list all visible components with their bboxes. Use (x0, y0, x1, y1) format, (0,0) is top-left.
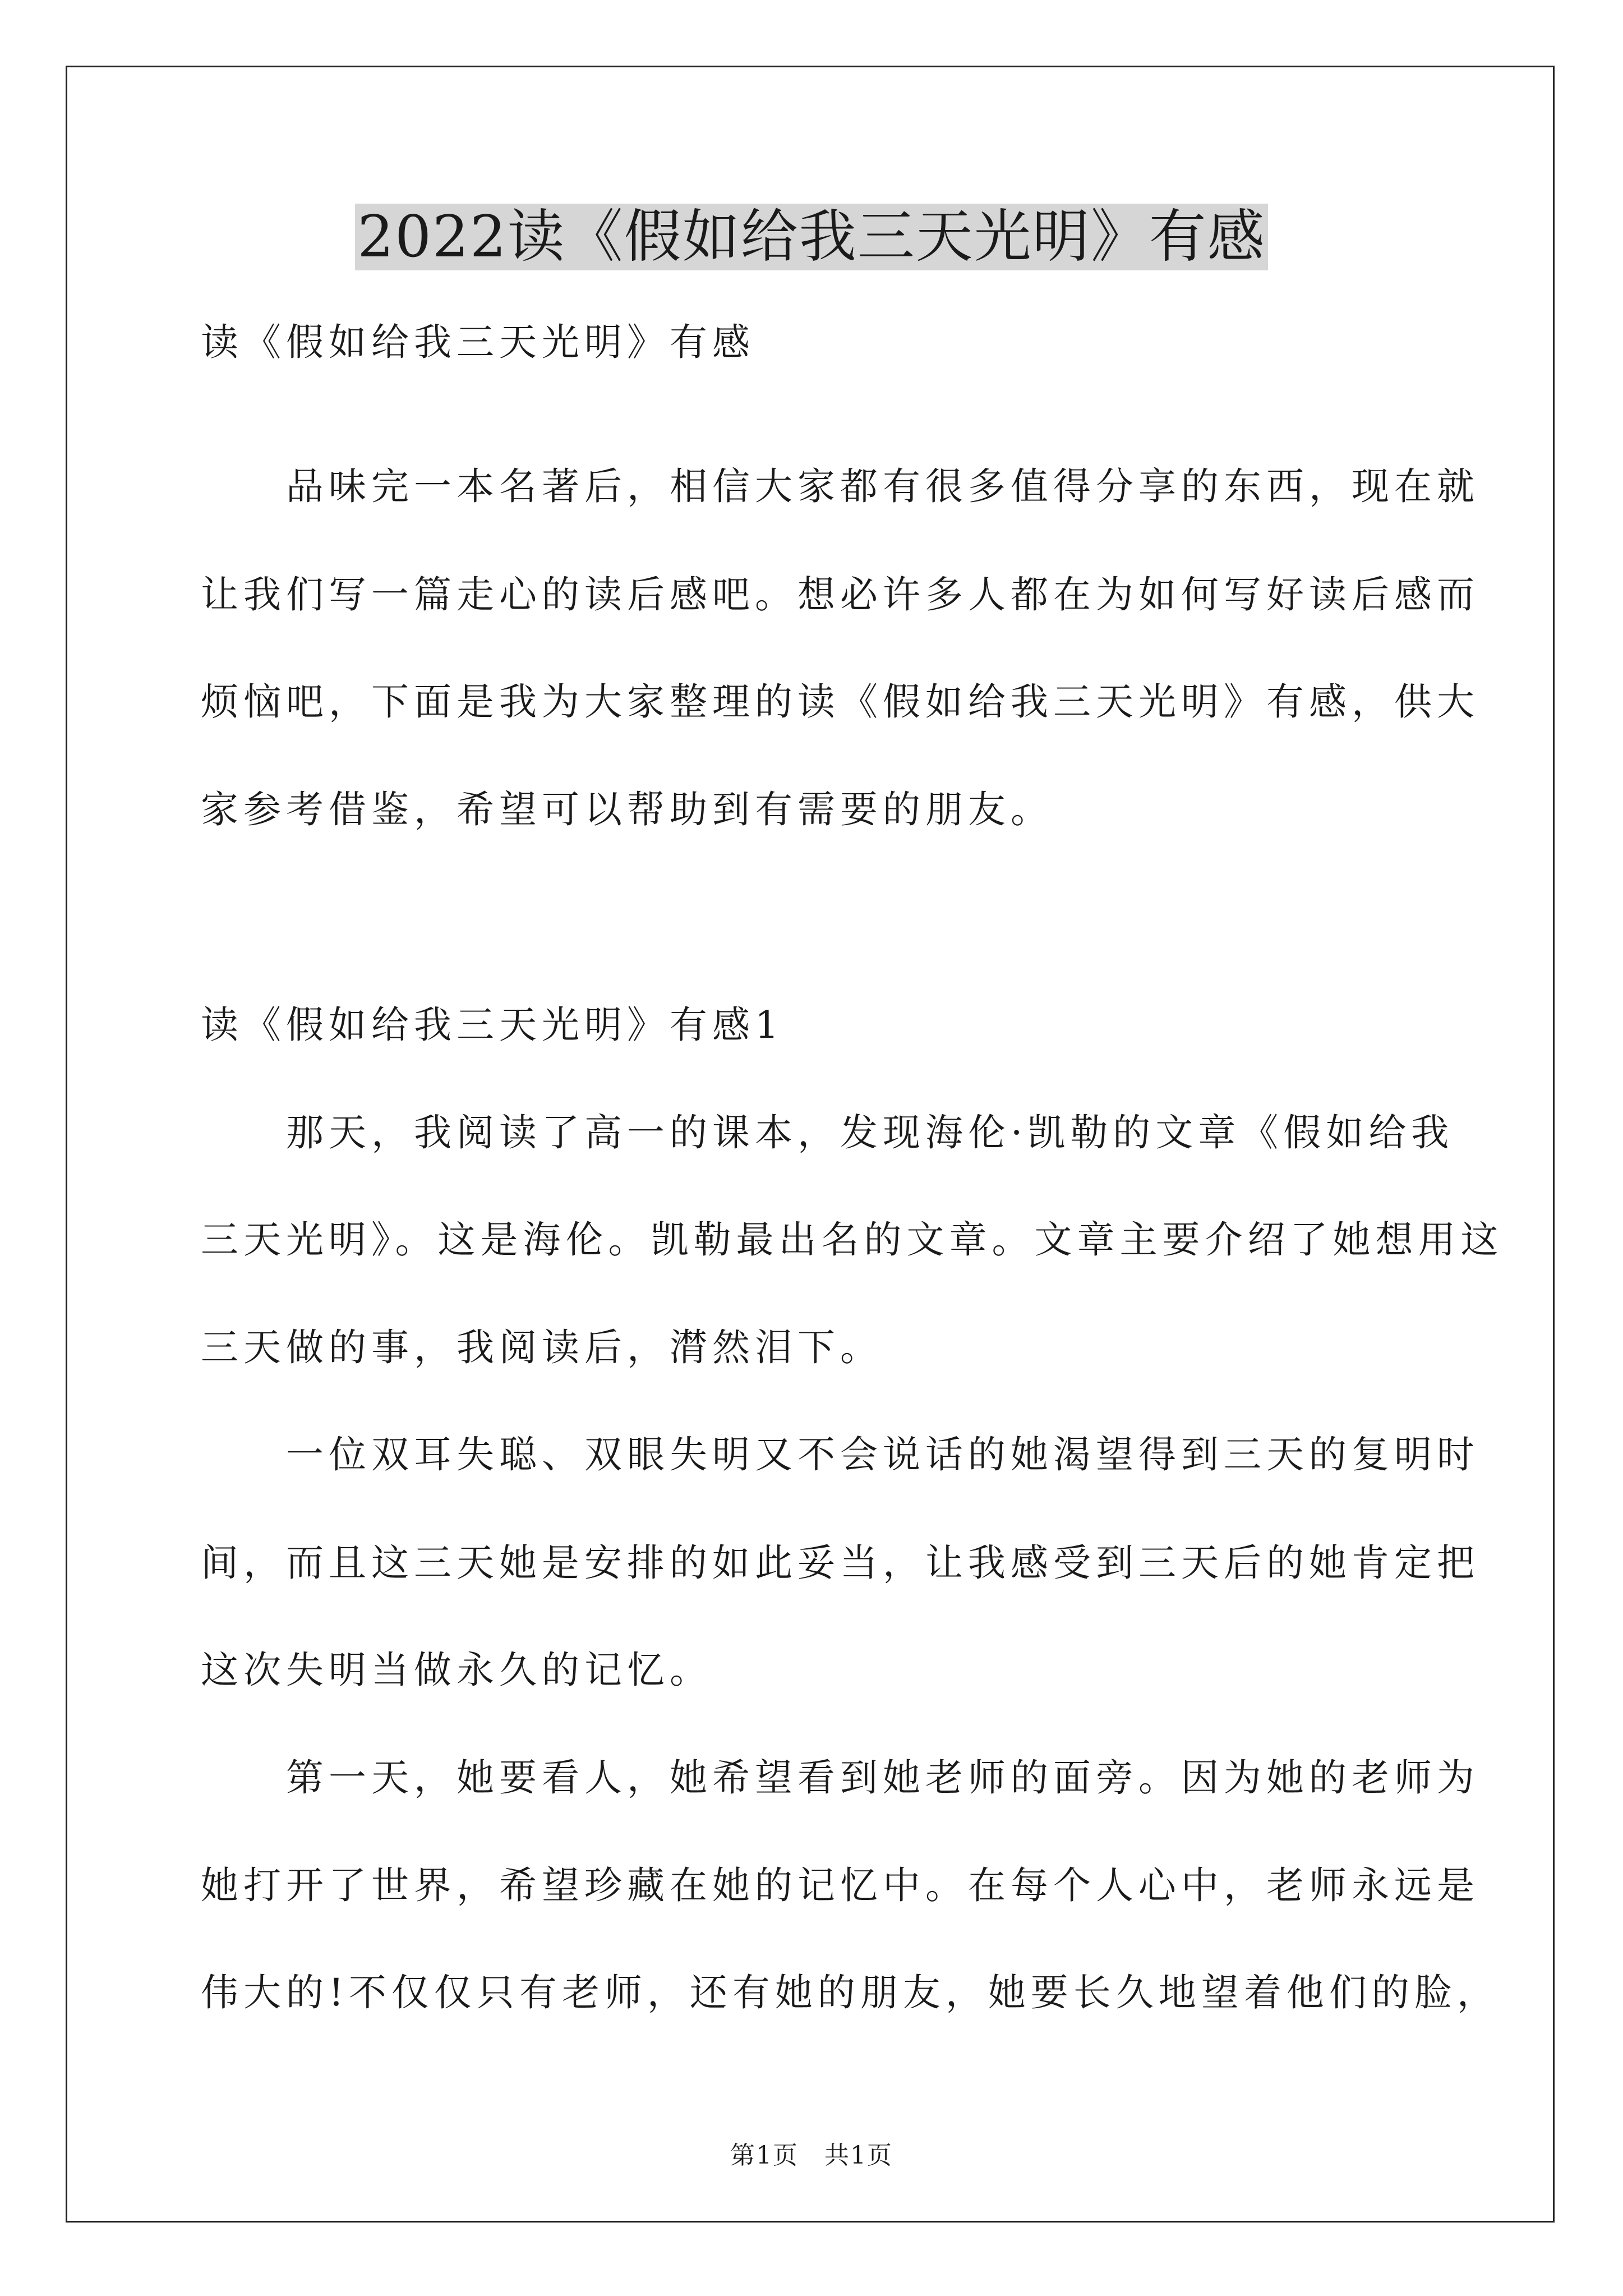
page-footer: 第1页 共1页 (730, 2141, 893, 2170)
section-heading: 读《假如给我三天光明》有感1 (201, 1003, 784, 1047)
paragraph-line: 伟大的!不仅仅只有老师，还有她的朋友，她要长久地望着他们的脸， (201, 1971, 1500, 2014)
paragraph-line: 第一天，她要看人，她希望看到她老师的面旁。因为她的老师为 (201, 1756, 1479, 1800)
paragraph-line: 那天，我阅读了高一的课本，发现海伦·凯勒的文章《假如给我 (201, 1111, 1454, 1154)
paragraph-line: 家参考借鉴，希望可以帮助到有需要的朋友。 (201, 788, 1053, 831)
paragraph-line: 间，而且这三天她是安排的如此妥当，让我感受到三天后的她肯定把 (201, 1541, 1479, 1585)
document-title-text: 2022读《假如给我三天光明》有感 (355, 204, 1268, 270)
document-title (0, 199, 1623, 275)
paragraph-line: 三天光明》。这是海伦。凯勒最出名的文章。文章主要介绍了她想用这 (201, 1218, 1504, 1262)
paragraph-line: 让我们写一篇走心的读后感吧。想必许多人都在为如何写好读后感而 (201, 573, 1479, 616)
section-heading: 读《假如给我三天光明》有感 (201, 320, 755, 364)
paragraph-line: 一位双耳失聪、双眼失明又不会说话的她渴望得到三天的复明时 (201, 1433, 1479, 1476)
paragraph-line: 烦恼吧，下面是我为大家整理的读《假如给我三天光明》有感，供大 (201, 680, 1479, 724)
paragraph-line: 品味完一本名著后，相信大家都有很多值得分享的东西，现在就 (201, 464, 1479, 508)
paragraph-line: 三天做的事，我阅读后，潸然泪下。 (201, 1326, 883, 1369)
paragraph-line: 这次失明当做永久的记忆。 (201, 1648, 712, 1692)
paragraph-line: 她打开了世界，希望珍藏在她的记忆中。在每个人心中，老师永远是 (201, 1864, 1479, 1907)
